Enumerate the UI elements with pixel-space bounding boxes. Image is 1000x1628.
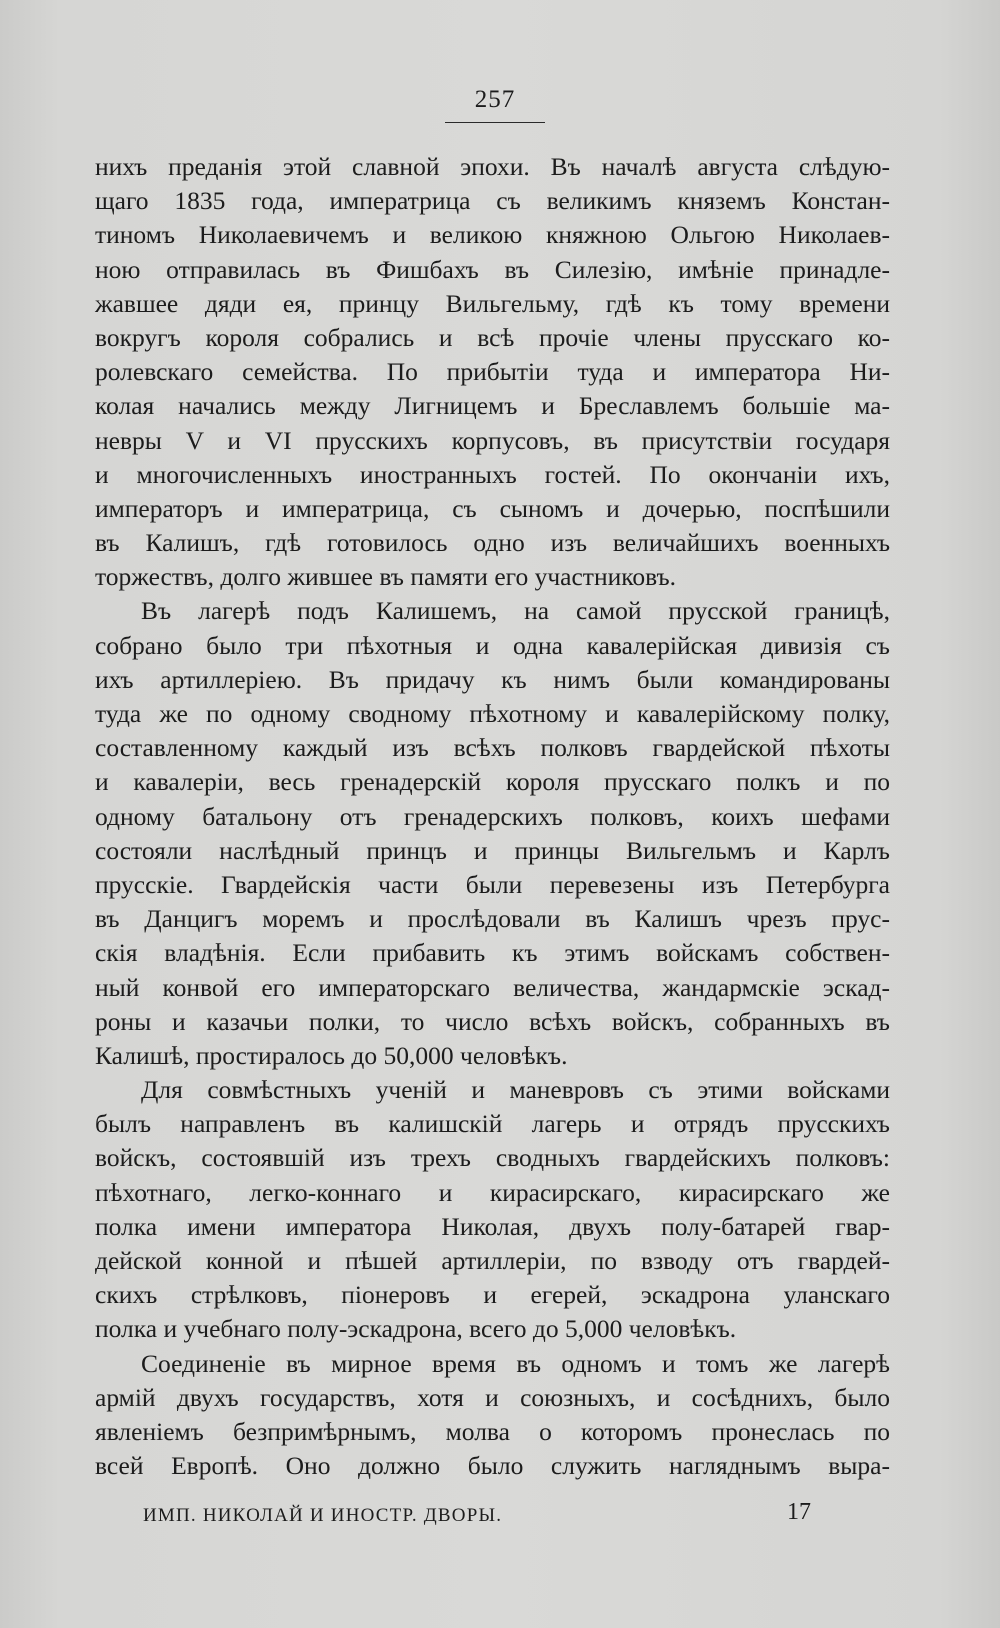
- text-line: всей Европѣ. Оно должно было служить нагляднымъ выра-: [95, 1451, 890, 1481]
- page-footer: [143, 1499, 823, 1535]
- paragraph: [95, 1073, 890, 1347]
- text-line: одному батальону отъ гренадерскихъ полковъ, коихъ шефами: [95, 801, 890, 831]
- text-line: невры V и VI прусскихъ корпусовъ, въ присутствіи государя: [95, 425, 890, 455]
- text-line: состояли наслѣдный принцъ и принцы Вильгельмъ и Карлъ: [95, 835, 890, 865]
- text-line: щаго 1835 года, императрица съ великимъ княземъ Констан-: [95, 186, 890, 216]
- text-line: составленному каждый изъ всѣхъ полковъ гвардейской пѣхоты: [95, 733, 890, 763]
- text-line: собрано было три пѣхотныя и одна кавалерійская дивизія съ: [95, 630, 890, 660]
- page-number: 257: [474, 86, 516, 113]
- text-line: императоръ и императрица, съ сыномъ и дочерью, поспѣшили: [95, 493, 890, 523]
- text-line: Въ лагерѣ подъ Калишемъ, на самой прусской границѣ,: [141, 596, 890, 626]
- sheet-number: 17: [787, 1499, 811, 1525]
- text-line: роны и казачьи полки, то число всѣхъ войскъ, собранныхъ въ: [95, 1006, 890, 1036]
- text-line: и многочисленныхъ иностранныхъ гостей. По окончаніи ихъ,: [95, 459, 890, 489]
- text-line: явленіемъ безпримѣрнымъ, молва о которомъ пронеслась по: [95, 1416, 890, 1446]
- text-line: въ Калишъ, гдѣ готовилось одно изъ величайшихъ военныхъ: [95, 528, 890, 558]
- text-line: колая начались между Лигницемъ и Бреславлемъ большіе ма-: [95, 391, 890, 421]
- paragraph: [95, 594, 890, 1073]
- printer-signature: ИМП. НИКОЛАЙ И ИНОСТР. ДВОРЫ.: [143, 1505, 503, 1526]
- text-line: дейской конной и пѣшей артиллеріи, по взводу отъ гвардей-: [95, 1246, 890, 1275]
- text-line: туда же по одному сводному пѣхотному и кавалерійскому полку,: [95, 699, 890, 728]
- text-line: Для совмѣстныхъ ученій и маневровъ съ этими войсками: [141, 1075, 890, 1105]
- text-line: торжествъ, долго жившее въ памяти его участниковъ.: [95, 562, 677, 592]
- text-line: ный конвой его императорскаго величества, жандармскіе эскад-: [95, 972, 890, 1002]
- paragraph: [95, 1347, 890, 1484]
- page-number-rule: [445, 122, 545, 123]
- text-line: Соединеніе въ мирное время въ одномъ и томъ же лагерѣ: [141, 1348, 890, 1378]
- text-line: и кавалеріи, весь гренадерскій короля прусскаго полкъ и по: [95, 767, 890, 797]
- text-line: войскъ, состоявшій изъ трехъ сводныхъ гвардейскихъ полковъ:: [95, 1143, 890, 1173]
- text-line: армій двухъ государствъ, хотя и союзныхъ, и сосѣднихъ, было: [95, 1382, 890, 1412]
- body-text: [95, 150, 890, 1483]
- text-line: тиномъ Николаевичемъ и великою княжною Ольгою Николаев-: [95, 220, 890, 250]
- text-line: былъ направленъ въ калишскій лагерь и отрядъ прусскихъ: [95, 1109, 890, 1139]
- text-line: скихъ стрѣлковъ, піонеровъ и егерей, эскадрона уланскаго: [95, 1280, 890, 1310]
- text-line: скія владѣнія. Если прибавить къ этимъ войскамъ собствен-: [95, 938, 890, 968]
- text-line: прусскіе. Гвардейскія части были перевезены изъ Петербурга: [95, 869, 890, 899]
- text-line: ною отправилась въ Фишбахъ въ Силезію, имѣніе принадле-: [95, 254, 890, 284]
- text-line: полка имени императора Николая, двухъ полу-батарей гвар-: [95, 1211, 890, 1241]
- text-line: пѣхотнаго, легко-коннаго и кирасирскаго, кирасирскаго же: [95, 1177, 890, 1207]
- paragraph: [95, 150, 890, 594]
- text-line: ихъ артиллеріею. Въ придачу къ нимъ были командированы: [95, 664, 890, 694]
- text-line: жавшее дяди ея, принцу Вильгельму, гдѣ къ тому времени: [95, 288, 890, 318]
- text-line: Калишѣ, простиралось до 50,000 человѣкъ.: [95, 1040, 568, 1070]
- text-line: въ Данцигъ моремъ и прослѣдовали въ Калишъ чрезъ прус-: [95, 904, 890, 934]
- text-line: нихъ преданія этой славной эпохи. Въ началѣ августа слѣдую-: [95, 152, 890, 181]
- text-line: ролевскаго семейства. По прибытіи туда и императора Ни-: [95, 357, 890, 387]
- text-line: полка и учебнаго полу-эскадрона, всего до 5,000 человѣкъ.: [95, 1314, 737, 1344]
- text-line: вокругъ короля собрались и всѣ прочіе члены прусскаго ко-: [95, 322, 890, 352]
